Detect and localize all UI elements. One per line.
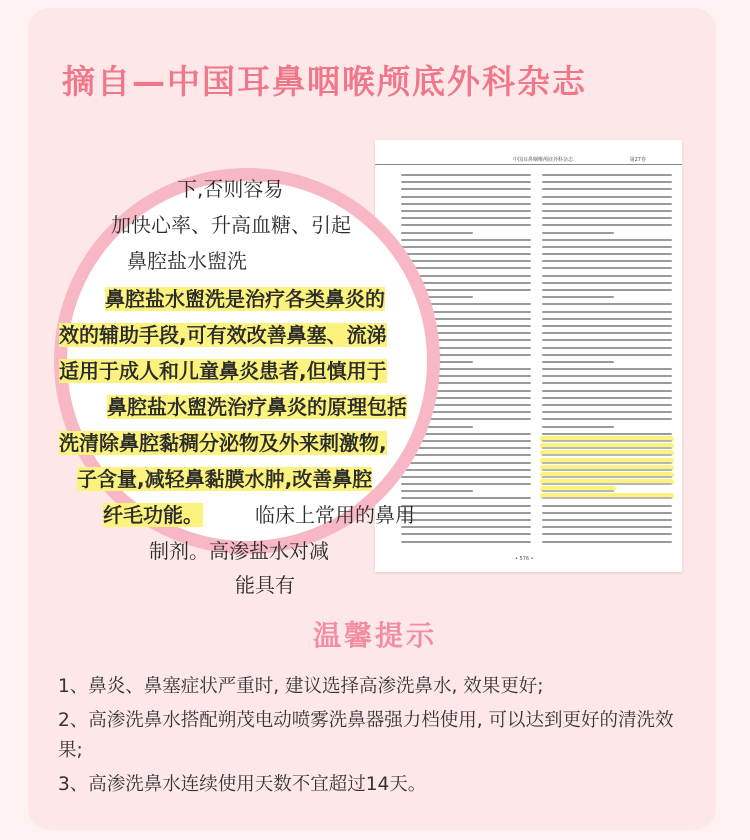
paper-column-right	[542, 174, 672, 548]
paper-text-line	[542, 339, 672, 341]
paper-text-line	[542, 303, 672, 305]
paper-text-line	[542, 505, 672, 507]
paper-text-line	[401, 447, 531, 449]
paper-text-line	[401, 476, 531, 478]
paper-page-number: • 576 •	[515, 556, 534, 562]
paper-text-line	[401, 541, 531, 543]
tips-list	[58, 672, 698, 804]
paper-text-line	[542, 541, 672, 543]
paper-text-line	[542, 289, 672, 291]
paper-text-line	[542, 311, 672, 313]
paper-text-line	[542, 210, 672, 212]
paper-text-line	[542, 224, 672, 226]
paper-text-line	[542, 476, 672, 478]
magnified-line: 下,否则容易	[177, 177, 284, 201]
paper-running-head-title: 中国耳鼻咽喉颅底外科杂志	[513, 157, 574, 163]
tips-title: 温馨提示	[312, 619, 437, 652]
paper-text-line	[401, 239, 531, 241]
paper-text-line	[542, 469, 672, 471]
paper-text-line	[401, 246, 531, 248]
paper-text-line	[542, 246, 672, 248]
paper-text-line	[401, 267, 531, 269]
paper-text-line	[542, 282, 672, 284]
tip-item: 2、高渗洗鼻水搭配朔茂电动喷雾洗鼻器强力档使用, 可以达到更好的清洗效果;	[58, 710, 674, 761]
paper-text-line	[542, 447, 672, 449]
paper-text-line	[542, 174, 672, 176]
magnified-line: 加快心率、升高血糖、引起	[111, 213, 351, 237]
paper-text-line	[542, 497, 672, 499]
paper-text-line	[542, 483, 672, 485]
paper-text-line	[542, 275, 672, 277]
paper-text-line	[542, 217, 672, 219]
magnified-line-highlighted: 鼻腔盐水盥洗治疗鼻炎的原理包括	[107, 395, 407, 419]
paper-text-line	[401, 533, 531, 535]
paper-text-line	[542, 426, 614, 428]
paper-text-line	[401, 174, 531, 176]
paper-text-line	[401, 505, 531, 507]
paper-text-line	[542, 404, 672, 406]
paper-text-line	[401, 497, 531, 499]
paper-text-line	[542, 203, 672, 205]
paper-text-line	[542, 196, 672, 198]
magnified-line-highlighted: 鼻腔盐水盥洗是治疗各类鼻炎的	[105, 287, 385, 311]
magnified-line-highlighted: 效的辅助手段,可有效改善鼻塞、流涕	[59, 323, 387, 347]
paper-text-line	[401, 203, 531, 205]
paper-text-line	[542, 526, 672, 528]
paper-text-line	[542, 375, 672, 377]
paper-text-line	[401, 526, 531, 528]
paper-text-line	[542, 354, 672, 356]
magnified-line-highlighted: 洗清除鼻腔黏稠分泌物及外来刺激物,	[59, 431, 387, 455]
paper-text-line	[542, 533, 672, 535]
paper-running-head-volume: 第27卷	[629, 157, 646, 163]
paper-text-line	[401, 181, 531, 183]
paper-text-line	[542, 390, 672, 392]
paper-text-line	[401, 217, 531, 219]
paper-text-line	[401, 253, 531, 255]
paper-text-line	[401, 483, 531, 485]
paper-text-line	[401, 462, 531, 464]
paper-text-line	[542, 519, 672, 521]
paper-text-line	[401, 260, 531, 262]
paper-running-head	[375, 154, 682, 165]
paper-text-line	[542, 361, 614, 363]
paper-text-line	[542, 490, 614, 492]
magnified-line-highlighted: 适用于成人和儿童鼻炎患者,但慎用于	[59, 359, 387, 383]
paper-text-line	[401, 196, 531, 198]
magnifier-circle	[54, 168, 440, 597]
paper-text-line	[542, 462, 672, 464]
paper-text-line	[542, 325, 672, 327]
paper-text-line	[542, 296, 614, 298]
magnified-line: 鼻腔盐水盥洗	[127, 249, 247, 273]
paper-text-line	[401, 232, 473, 234]
paper-text-line	[542, 260, 672, 262]
paper-text-line	[542, 239, 672, 241]
page-title: 摘自—中国耳鼻咽喉颅底外科杂志	[62, 62, 587, 101]
magnified-line: 临床上常用的鼻用	[255, 503, 415, 527]
paper-text-line	[542, 418, 672, 420]
paper-text-line	[542, 318, 672, 320]
paper-text-line	[401, 519, 531, 521]
paper-text-line	[401, 512, 531, 514]
paper-text-line	[542, 512, 672, 514]
paper-text-line	[542, 411, 672, 413]
paper-text-line	[542, 188, 672, 190]
paper-text-line	[542, 347, 672, 349]
magnified-line: 制剂。高渗盐水对减	[149, 539, 329, 563]
paper-text-line	[401, 490, 473, 492]
paper-text-line	[401, 210, 531, 212]
paper-text-line	[542, 440, 672, 442]
magnified-line: 能具有	[235, 573, 295, 597]
paper-text-line	[401, 188, 531, 190]
paper-text-line	[542, 382, 672, 384]
paper-text-line	[542, 433, 672, 435]
paper-text-line	[542, 267, 672, 269]
paper-text-line	[542, 454, 672, 456]
paper-text-line	[542, 181, 672, 183]
paper-text-line	[542, 397, 672, 399]
paper-text-line	[542, 232, 614, 234]
magnified-line-highlighted: 纤毛功能。	[103, 503, 203, 527]
tip-item: 3、高渗洗鼻水连续使用天数不宜超过14天。	[58, 774, 427, 795]
paper-text-line	[542, 253, 672, 255]
paper-text-line	[542, 368, 672, 370]
paper-text-line	[401, 454, 531, 456]
paper-text-line	[401, 224, 531, 226]
paper-text-line	[542, 332, 672, 334]
paper-text-line	[401, 469, 531, 471]
magnified-line-highlighted: 子含量,减轻鼻黏膜水肿,改善鼻腔	[77, 467, 373, 491]
tip-item: 1、鼻炎、鼻塞症状严重时, 建议选择高渗洗鼻水, 效果更好;	[58, 676, 544, 697]
